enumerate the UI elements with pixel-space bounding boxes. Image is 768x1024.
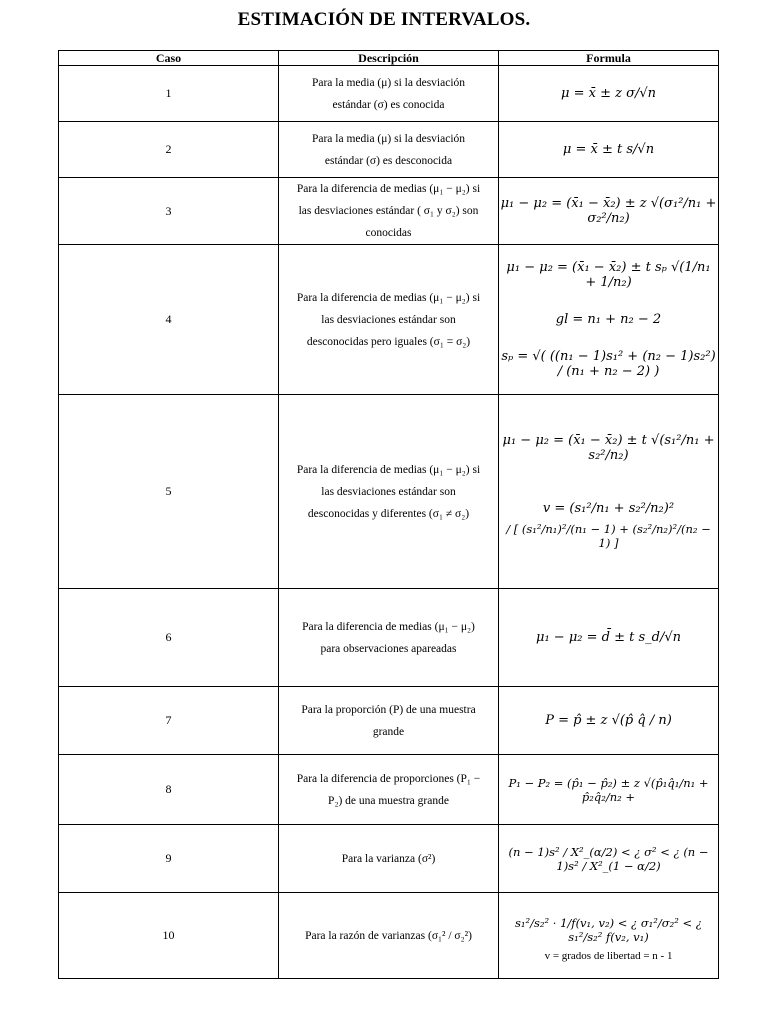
case-description: Para la diferencia de medias (μ₁ − μ₂) si las desviaciones estándar son desconocidas y diferentes (σ₁ ≠ σ₂): [279, 395, 499, 589]
case-description: Para la diferencia de medias (μ₁ − μ₂) para observaciones apareadas: [279, 589, 499, 687]
table-row: [59, 589, 719, 687]
formula-line: v = (s₁²/n₁ + s₂²/n₂)²: [542, 501, 675, 516]
formula-line: μ₁ − μ₂ = (x̄₁ − x̄₂) ± t √(s₁²/n₁ + s₂²/n₂): [502, 433, 715, 463]
formula-line: s₁²/s₂² · 1/f(v₁, v₂) < ¿ σ₁²/σ₂² < ¿ s₁²/s₂² f(v₂, v₁): [515, 915, 702, 944]
case-description: Para la diferencia de medias (μ₁ − μ₂) si las desviaciones estándar son desconocidas pero iguales (σ₁ = σ₂): [279, 245, 499, 395]
case-description: Para la proporción (P) de una muestra grande: [279, 687, 499, 755]
table-row: [59, 687, 719, 755]
case-formula: [499, 122, 719, 178]
case-formula: [499, 687, 719, 755]
case-formula: [499, 893, 719, 979]
case-number: 3: [59, 178, 279, 245]
case-number: 5: [59, 395, 279, 589]
formula-line: sₚ = √( ((n₁ − 1)s₁² + (n₂ − 1)s₂²) / (n₁ + n₂ − 2) ): [501, 349, 716, 379]
table-row: [59, 178, 719, 245]
case-number: 6: [59, 589, 279, 687]
formula-line: / [ (s₁²/n₁)²/(n₁ − 1) + (s₂²/n₂)²/(n₂ − 1) ]: [506, 522, 711, 550]
table-row: [59, 66, 719, 122]
formula-line: P₁ − P₂ = (p̂₁ − p̂₂) ± z √(p̂₁q̂₁/n₁ + p̂₂q̂₂/n₂ +: [508, 775, 709, 804]
formula-line: μ = x̄ ± z σ/√n: [561, 86, 656, 101]
case-formula: [499, 825, 719, 893]
table-row: [59, 245, 719, 395]
case-description: Para la razón de varianzas (σ₁² / σ₂²): [279, 893, 499, 979]
formula-line: μ₁ − μ₂ = d̄ ± t s_d/√n: [536, 630, 681, 645]
formula-line: (n − 1)s² / X²_(α/2) < ¿ σ² < ¿ (n − 1)s² / X²_(1 − α/2): [508, 844, 709, 873]
table-row: [59, 825, 719, 893]
page-title: ESTIMACIÓN DE INTERVALOS.: [237, 9, 531, 30]
formula-line: μ = x̄ ± t s/√n: [562, 142, 655, 157]
degrees-of-freedom-note: v = grados de libertad = n - 1: [544, 949, 673, 962]
case-description: Para la varianza (σ²): [279, 825, 499, 893]
case-number: 1: [59, 66, 279, 122]
formula-line: μ₁ − μ₂ = (x̄₁ − x̄₂) ± z √(σ₁²/n₁ + σ₂²/n₂): [500, 196, 717, 226]
case-number: 2: [59, 122, 279, 178]
case-description: Para la diferencia de medias (μ₁ − μ₂) si las desviaciones estándar ( σ₁ y σ₂) son conocidas: [279, 178, 499, 245]
case-formula: [499, 245, 719, 395]
header-formula: Formula: [499, 51, 719, 66]
case-number: 4: [59, 245, 279, 395]
table-row: [59, 122, 719, 178]
case-formula: [499, 589, 719, 687]
case-formula: [499, 178, 719, 245]
header-row: [59, 51, 719, 66]
formula-line: gl = n₁ + n₂ − 2: [555, 312, 662, 327]
formula-line: μ₁ − μ₂ = (x̄₁ − x̄₂) ± t sₚ √(1/n₁ + 1/n₂): [506, 260, 711, 290]
case-number: 7: [59, 687, 279, 755]
case-number: 9: [59, 825, 279, 893]
table-row: [59, 893, 719, 979]
interval-table: [58, 50, 719, 979]
table-row: [59, 395, 719, 589]
case-formula: [499, 395, 719, 589]
table-row: [59, 755, 719, 825]
header-caso: Caso: [59, 51, 279, 66]
case-number: 8: [59, 755, 279, 825]
case-formula: [499, 66, 719, 122]
case-description: Para la media (μ) si la desviación estándar (σ) es desconocida: [279, 122, 499, 178]
header-descripcion: Descripción: [279, 51, 499, 66]
case-description: Para la diferencia de proporciones (P₁ − P₂) de una muestra grande: [279, 755, 499, 825]
formula-line: P = p̂ ± z √(p̂ q̂ / n): [545, 713, 672, 728]
case-description: Para la media (μ) si la desviación estándar (σ) es conocida: [279, 66, 499, 122]
case-formula: [499, 755, 719, 825]
case-number: 10: [59, 893, 279, 979]
